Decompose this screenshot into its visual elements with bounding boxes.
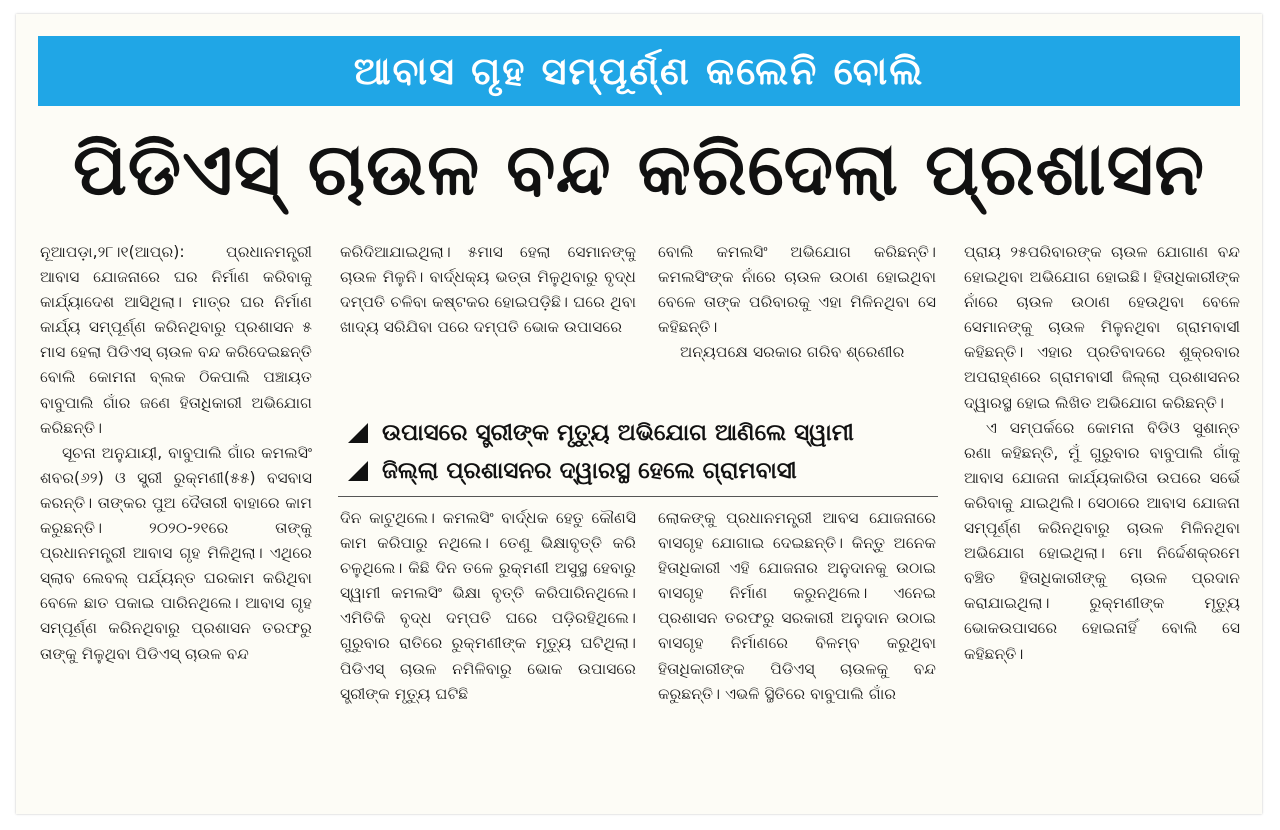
paragraph: ଏ ସମ୍ପର୍କରେ କୋମନା ବିଡିଓ ସୁଶାନ୍ତ ରଣା କହିଛନ୍ତି, ମୁଁ ଗୁରୁବାର ବାବୁପାଲି ଗାଁକୁ ଆବାସ ଯୋଜନା କାର୍ଯ୍ୟକାରିତା ଉପରେ ସର୍ଭେ କରିବାକୁ ଯାଇଥିଲି। ସେଠାରେ ଆବାସ ଯୋଜନା ସମ୍ପୂର୍ଣ୍ଣ କରିନଥିବାରୁ ଚାଉଳ ମିଳିନଥିବା ଅଭିଯୋଗ ହୋଇଥିଲା। ମୋ ନିର୍ଦ୍ଦେଶକ୍ରମେ ବଞ୍ଚିତ ହିତାଧିକାରୀଙ୍କୁ ଚାଉଳ ପ୍ରଦାନ କରାଯାଇଥିଲା। ରୁକ୍ମଣୀଙ୍କ ମୃତ୍ୟୁ ଭୋକଉପାସରେ ହୋଇନାହିଁ ବୋଲି ସେ କହିଛନ୍ତି। (964, 418, 1240, 663)
triangle-bullet-icon (348, 461, 368, 481)
article-column-3-top (658, 240, 936, 404)
subheading-text: ଜିଲ୍ଲା ପ୍ରଶାସନର ଦ୍ୱାରସ୍ଥ ହେଲେ ଗ୍ରାମବାସୀ (382, 458, 797, 484)
article-column-4 (964, 240, 1240, 808)
paragraph: ଅନ୍ୟପକ୍ଷେ ସରକାର ଗରିବ ଶ୍ରେଣୀର (680, 343, 905, 362)
subheading-2 (338, 452, 938, 490)
article-column-3-bottom (658, 506, 936, 808)
paragraph: ଲୋକଙ୍କୁ ପ୍ରଧାନମନ୍ତ୍ରୀ ଆବସ ଯୋଜନାରେ ବାସଗୃହ ଯୋଗାଇ ଦେଇଛନ୍ତି। କିନ୍ତୁ ଅନେକ ହିତାଧିକାରୀ ଏହି ଯୋଜନାର ଅନୁଦାନକୁ ଉଠାଇ ବାସଗୃହ ନିର୍ମାଣ କରୁନଥିଲେ। ଏନେଇ ପ୍ରଶାସନ ତରଫରୁ ସରକାରୀ ଅନୁଦାନ ଉଠାଇ ବାସଗୃହ ନିର୍ମାଣରେ ବିଳମ୍ବ କରୁଥିବା ହିତାଧିକାରୀଙ୍କ ପିଡିଏସ୍ ଚାଉଳକୁ ବନ୍ଦ କରୁଛନ୍ତି। ଏଭଳି ସ୍ଥିତିରେ ବାବୁପାଲି ଗାଁର (658, 509, 936, 703)
paragraph: ବୋଲି କମଲସିଂ ଅଭିଯୋଗ କରିଛନ୍ତି। କମଲସିଂଙ୍କ ନାଁରେ ଚାଉଳ ଉଠାଣ ହୋଇଥିବା ବେଳେ ତାଙ୍କ ପରିବାରକୁ ଏହା ମିଳିନଥିବା ସେ କହିଛନ୍ତି। (658, 243, 936, 337)
paragraph: ଦିନ କାଟୁଥିଲେ। କମଲସିଂ ବାର୍ଦ୍ଧକ ହେତୁ କୌଣସି କାମ କରିପାରୁ ନଥିଲେ। ତେଣୁ ଭିକ୍ଷାବୃତ୍ତି କରି ଚଳୁଥିଲେ। କିଛି ଦିନ ତଳେ ରୁକ୍ମଣୀ ଅସୁସ୍ଥ ହେବାରୁ ସ୍ୱାମୀ କମଲସିଂ ଭିକ୍ଷା ବୃତ୍ତି କରିପାରିନଥିଲେ। ଏମିତିକି ବୃଦ୍ଧ ଦମ୍ପତି ଘରେ ପଡ଼ିରହିଥିଲେ। ଗୁରୁବାର ରାତିରେ ରୁକ୍ମଣୀଙ୍କ ମୃତ୍ୟୁ ଘଟିଥିଲା। ପିଡିଏସ୍ ଚାଉଳ ନମିଳିବାରୁ ଭୋକ ଉପାସରେ ସ୍ତ୍ରୀଙ୍କ ମୃତ୍ୟୁ ଘଟିଛି (340, 509, 636, 703)
paragraph: ନୂଆପଡ଼ା,୨୮।୧(ଆପ୍ର): ପ୍ରଧାନମନ୍ତ୍ରୀ ଆବାସ ଯୋଜନାରେ ଘର ନିର୍ମାଣ କରିବାକୁ କାର୍ଯ୍ୟାଦେଶ ଆସିଥିଲା। ମାତ୍ର ଘର ନିର୍ମାଣ କାର୍ଯ୍ୟ ସମ୍ପୂର୍ଣ୍ଣ କରିନଥିବାରୁ ପ୍ରଶାସନ ୫ ମାସ ହେଲା ପିଡିଏସ୍ ଚାଉଳ ବନ୍ଦ କରିଦେଇଛନ୍ତି ବୋଲି କୋମନା ବ୍ଲକ ଠିକପାଲି ପଞ୍ଚାୟତ ବାବୁପାଲି ଗାଁର ଜଣେ ହିତାଧିକାରୀ ଅଭିଯୋଗ କରିଛନ୍ତି। (40, 243, 312, 437)
kicker-banner (38, 36, 1240, 106)
subheading-1 (338, 414, 938, 452)
paragraph: କରିଦିଆଯାଇଥିଲା। ୫ମାସ ହେଲା ସେମାନଙ୍କୁ ଚାଉଳ ମିଳୁନି। ବାର୍ଦ୍ଧକ୍ୟ ଭତ୍ତା ମିଳୁଥିବାରୁ ବୃଦ୍ଧ ଦମ୍ପତି ଚଳିବା କଷ୍ଟକର ହୋଇପଡ଼ିଛି। ଘରେ ଥିବା ଖାଦ୍ୟ ସରିଯିବା ପରେ ଦମ୍ପତି ଭୋକ ଉପାସରେ (340, 243, 636, 337)
subheading-text: ଉପାସରେ ସ୍ତ୍ରୀଙ୍କ ମୃତ୍ୟୁ ଅଭିଯୋଗ ଆଣିଲେ ସ୍ୱାମୀ (382, 420, 854, 446)
triangle-bullet-icon (348, 423, 368, 443)
kicker-text: ଆବାସ ଗୃହ ସମ୍ପୂର୍ଣ୍ଣ କଲେନି ବୋଲି (353, 48, 925, 93)
paragraph: ସୂଚନା ଅନୁଯାୟୀ, ବାବୁପାଲି ଗାଁର କମଲସିଂ ଶବର(୬୨) ଓ ସ୍ତ୍ରୀ ରୁକ୍ମଣୀ(୫୫) ବସବାସ କରନ୍ତି। ତାଙ୍କର ପୁଅ ଦୈତାରୀ ବାହାରେ କାମ କରୁଛନ୍ତି। ୨୦୨୦-୨୧ରେ ତାଙ୍କୁ ପ୍ରଧାନମନ୍ତ୍ରୀ ଆବାସ ଗୃହ ମିଳିଥିଲା। ଏଥିରେ ସ୍ଲାବ ଲେବଲ୍ ପର୍ଯ୍ୟନ୍ତ ଘରକାମ କରିଥିବା ବେଳେ ଛାତ ପକାଇ ପାରିନଥିଲେ। ଆବାସ ଗୃହ ସମ୍ପୂର୍ଣ୍ଣ କରିନଥିବାରୁ ପ୍ରଶାସନ ତରଫରୁ ତାଙ୍କୁ ମିଳୁଥିବା ପିଡିଏସ୍ ଚାଉଳ ବନ୍ଦ (40, 443, 312, 663)
headline: ପିଡିଏସ୍ ଚାଉଳ ବନ୍ଦ କରିଦେଲା ପ୍ରଶାସନ (72, 127, 1206, 211)
article-column-1 (40, 240, 312, 808)
article-column-2-top (340, 240, 636, 404)
article-column-2-bottom (340, 506, 636, 808)
newspaper-clipping (16, 14, 1262, 814)
paragraph: ପ୍ରାୟ ୨୫ପରିବାରଙ୍କ ଚାଉଳ ଯୋଗାଣ ବନ୍ଦ ହୋଇଥିବା ଅଭିଯୋଗ ହୋଇଛି। ହିତାଧିକାରୀଙ୍କ ନାଁରେ ଚାଉଳ ଉଠାଣ ହେଉଥିବା ବେଳେ ସେମାନଙ୍କୁ ଚାଉଳ ମିଳୁନଥିବା ଗ୍ରାମବାସୀ କହିଛନ୍ତି। ଏହାର ପ୍ରତିବାଦରେ ଶୁକ୍ରବାର ଅପରାହ୍ଣରେ ଗ୍ରାମବାସୀ ଜିଲ୍ଲା ପ୍ରଶାସନର ଦ୍ୱାରସ୍ଥ ହୋଇ ଲିଖିତ ଅଭିଯୋଗ କରିଛନ୍ତି। (964, 243, 1240, 412)
subheadings (338, 414, 938, 497)
